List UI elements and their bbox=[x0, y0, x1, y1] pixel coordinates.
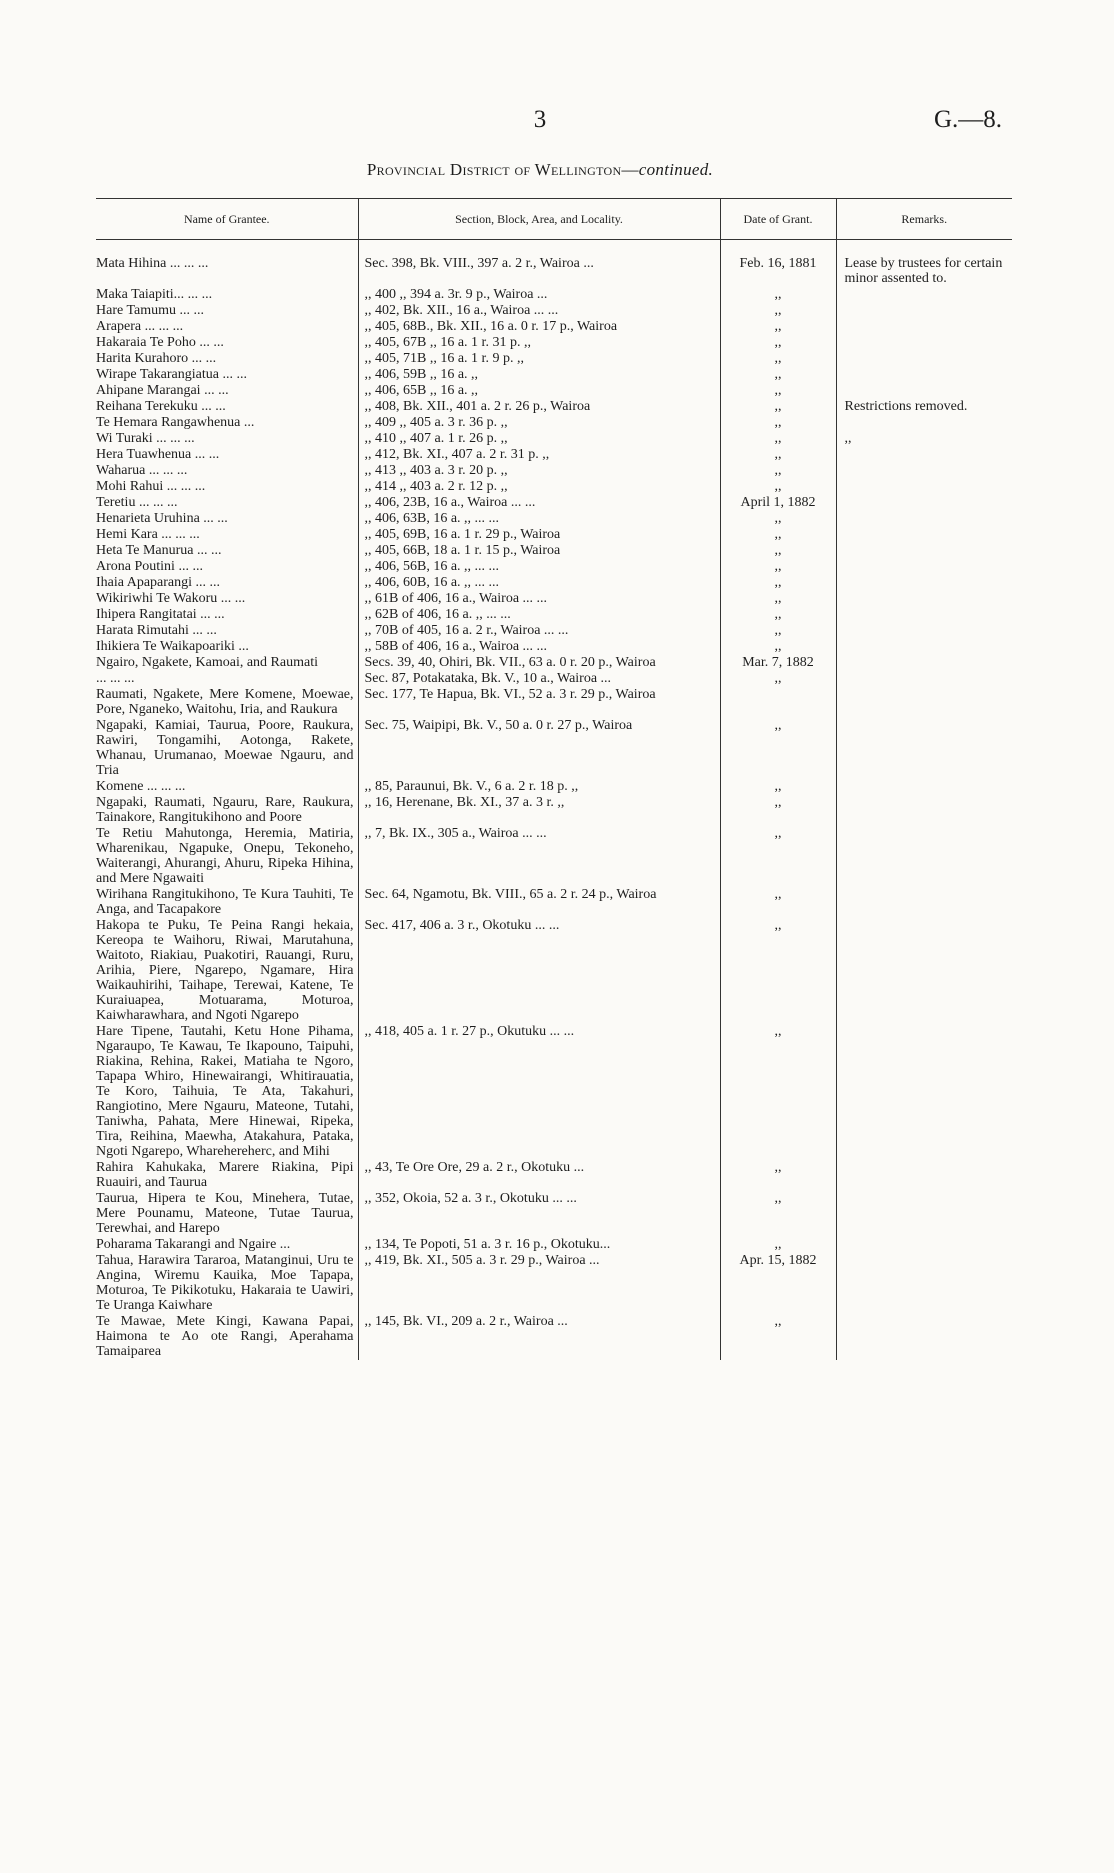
remarks-cell bbox=[836, 511, 1012, 527]
remarks-cell bbox=[836, 1314, 1012, 1360]
grantee-name: Hakopa te Puku, Te Peina Rangi hekaia, Kereopa te Waihoru, Riwai, Marutahuna, Waitoto, Riakiau, Puakotiri, Rauangi, Ruru, Arihia, Piere, Ngarepo, Ngamare, Hira Waikauhirihi, Taihape, Terewai, Katene, Te Kuraiuapea, Motuarama, Moturoa, Kaiwharawhara, and Ngoti Ngarepo bbox=[96, 918, 354, 1023]
grantee-name: Hakaraia Te Poho ... ... bbox=[96, 335, 224, 350]
remarks-cell bbox=[836, 367, 1012, 383]
grantee-name: Henarieta Uruhina ... ... bbox=[96, 511, 228, 526]
remarks-cell bbox=[836, 639, 1012, 655]
section-locality: ,, 405, 71B ,, 16 a. 1 r. 9 p. ,, bbox=[358, 351, 720, 367]
table-row bbox=[96, 671, 1012, 687]
section-locality: ,, 145, Bk. VI., 209 a. 2 r., Wairoa ... bbox=[358, 1314, 720, 1360]
section-locality: ,, 406, 65B ,, 16 a. ,, bbox=[358, 383, 720, 399]
section-locality: ,, 402, Bk. XII., 16 a., Wairoa ... ... bbox=[358, 303, 720, 319]
grantee-name: Poharama Takarangi and Ngaire ... bbox=[96, 1237, 291, 1252]
table-row bbox=[96, 319, 1012, 335]
table-row bbox=[96, 623, 1012, 639]
table-row bbox=[96, 431, 1012, 447]
table-row bbox=[96, 511, 1012, 527]
grantee-name: Hemi Kara ... ... ... bbox=[96, 527, 200, 542]
section-locality: ,, 408, Bk. XII., 401 a. 2 r. 26 p., Wairoa bbox=[358, 399, 720, 415]
table-row bbox=[96, 463, 1012, 479]
table-row bbox=[96, 240, 1012, 288]
column-header-section: Section, Block, Area, and Locality. bbox=[358, 199, 720, 240]
grantee-name: Taurua, Hipera te Kou, Minehera, Tutae, Mere Pounamu, Mateone, Tutae Taurua, Terewhai, and Harepo bbox=[96, 1191, 354, 1236]
grant-date: ,, bbox=[720, 351, 836, 367]
remarks-cell bbox=[836, 335, 1012, 351]
section-locality: ,, 70B of 405, 16 a. 2 r., Wairoa ... ... bbox=[358, 623, 720, 639]
table-header bbox=[96, 199, 1012, 240]
remarks-cell bbox=[836, 718, 1012, 779]
grantee-name: Tahua, Harawira Tararoa, Matanginui, Uru te Angina, Wiremu Kauika, Moe Tapapa, Moturoa, Te Pikikotuku, Hakaraia te Uawiri, Te Uranga Kaiwhare bbox=[96, 1253, 354, 1313]
section-locality: ,, 58B of 406, 16 a., Wairoa ... ... bbox=[358, 639, 720, 655]
remarks-cell bbox=[836, 383, 1012, 399]
remarks-cell bbox=[836, 623, 1012, 639]
grantee-name: Hera Tuawhenua ... ... bbox=[96, 447, 220, 462]
table-row bbox=[96, 655, 1012, 671]
table-row bbox=[96, 351, 1012, 367]
section-locality: ,, 406, 63B, 16 a. ,, ... ... bbox=[358, 511, 720, 527]
grantee-name: Arona Poutini ... ... bbox=[96, 559, 203, 574]
grantee-name: Mohi Rahui ... ... ... bbox=[96, 479, 206, 494]
table-row bbox=[96, 795, 1012, 826]
remarks-cell bbox=[836, 607, 1012, 623]
table-row bbox=[96, 447, 1012, 463]
table-row bbox=[96, 1253, 1012, 1314]
grantee-name: Te Retiu Mahutonga, Heremia, Matiria, Wharenikau, Ngapuke, Onepu, Tekoneho, Waiterangi, Ahurangi, Ahuru, Ripeka Hihina, and Mere Ngawaiti bbox=[96, 826, 354, 886]
remarks-cell bbox=[836, 1024, 1012, 1160]
grantee-name: Wirape Takarangiatua ... ... bbox=[96, 367, 247, 382]
grant-date: ,, bbox=[720, 399, 836, 415]
grant-date: ,, bbox=[720, 415, 836, 431]
grantee-name: Reihana Terekuku ... ... bbox=[96, 399, 226, 414]
section-locality: ,, 405, 67B ,, 16 a. 1 r. 31 p. ,, bbox=[358, 335, 720, 351]
grant-date: ,, bbox=[720, 431, 836, 447]
column-header-date: Date of Grant. bbox=[720, 199, 836, 240]
remarks-cell bbox=[836, 671, 1012, 687]
remarks-cell bbox=[836, 591, 1012, 607]
grantee-name: Ihipera Rangitatai ... ... bbox=[96, 607, 225, 622]
grantee-name: Ihaia Apaparangi ... ... bbox=[96, 575, 221, 590]
table-row bbox=[96, 287, 1012, 303]
grantee-name: Ahipane Marangai ... ... bbox=[96, 383, 229, 398]
section-locality: ,, 406, 23B, 16 a., Wairoa ... ... bbox=[358, 495, 720, 511]
grantee-name: Ihikiera Te Waikapoariki ... bbox=[96, 639, 249, 654]
grantee-name: Te Hemara Rangawhenua ... bbox=[96, 415, 255, 430]
grantee-name: Teretiu ... ... ... bbox=[96, 495, 178, 510]
grant-date: ,, bbox=[720, 367, 836, 383]
section-locality: ,, 85, Paraunui, Bk. V., 6 a. 2 r. 18 p. ,, bbox=[358, 779, 720, 795]
remarks-cell bbox=[836, 779, 1012, 795]
grant-date: ,, bbox=[720, 671, 836, 687]
grant-date: ,, bbox=[720, 447, 836, 463]
table-row bbox=[96, 335, 1012, 351]
page-number: 3 bbox=[533, 106, 547, 133]
section-locality: Secs. 39, 40, Ohiri, Bk. VII., 63 a. 0 r. 20 p., Wairoa bbox=[358, 655, 720, 671]
grant-date: ,, bbox=[720, 463, 836, 479]
grantee-name: Wirihana Rangitukihono, Te Kura Tauhiti, Te Anga, and Tacapakore bbox=[96, 887, 354, 917]
grantee-name: Maka Taiapiti... ... ... bbox=[96, 287, 213, 302]
grant-date: ,, bbox=[720, 1314, 836, 1360]
remarks-cell bbox=[836, 495, 1012, 511]
section-locality: ,, 414 ,, 403 a. 2 r. 12 p. ,, bbox=[358, 479, 720, 495]
grantee-name: Ngairo, Ngakete, Kamoai, and Raumati bbox=[96, 655, 318, 670]
grant-date: ,, bbox=[720, 1160, 836, 1191]
remarks-cell bbox=[836, 1253, 1012, 1314]
section-locality: ,, 405, 68B., Bk. XII., 16 a. 0 r. 17 p., Wairoa bbox=[358, 319, 720, 335]
grant-date: ,, bbox=[720, 779, 836, 795]
remarks-cell bbox=[836, 479, 1012, 495]
table-row bbox=[96, 559, 1012, 575]
grant-date: ,, bbox=[720, 639, 836, 655]
grant-date: ,, bbox=[720, 575, 836, 591]
grant-date: ,, bbox=[720, 918, 836, 1024]
grantee-name: Hare Tipene, Tautahi, Ketu Hone Pihama, Ngaraupo, Te Kawau, Te Ikapouno, Taipuhi, Riakina, Rehina, Rakei, Matiaha te Ngoro, Tapapa Whiro, Hinewairangi, Whitirauatia, Te Koro, Taihuia, Te Ata, Takahuri, Rangiotino, Mere Ngauru, Mateone, Tutahi, Taniwha, Pahata, Mere Hinewai, Ripeka, Tira, Reihina, Maewha, Atakahura, Pataka, Ngoti Ngarepo, Wharehereherc, and Mihi bbox=[96, 1024, 354, 1159]
table-row bbox=[96, 591, 1012, 607]
grantee-name: Wi Turaki ... ... ... bbox=[96, 431, 195, 446]
section-locality: ,, 413 ,, 403 a. 3 r. 20 p. ,, bbox=[358, 463, 720, 479]
grantee-name: Komene ... ... ... bbox=[96, 779, 186, 794]
grant-date: ,, bbox=[720, 887, 836, 918]
grantee-name: Te Mawae, Mete Kingi, Kawana Papai, Haimona te Ao ote Rangi, Aperahama Tamaiparea bbox=[96, 1314, 354, 1359]
table-row bbox=[96, 479, 1012, 495]
remarks-cell bbox=[836, 463, 1012, 479]
grant-date: ,, bbox=[720, 559, 836, 575]
grant-date: ,, bbox=[720, 543, 836, 559]
remarks-cell bbox=[836, 1237, 1012, 1253]
table-row bbox=[96, 1237, 1012, 1253]
grant-date: ,, bbox=[720, 718, 836, 779]
grant-date: ,, bbox=[720, 479, 836, 495]
section-locality: Sec. 398, Bk. VIII., 397 a. 2 r., Wairoa ... bbox=[358, 240, 720, 288]
table-row bbox=[96, 687, 1012, 718]
table-row bbox=[96, 918, 1012, 1024]
remarks-cell bbox=[836, 1191, 1012, 1237]
grant-date: ,, bbox=[720, 335, 836, 351]
grant-date: Feb. 16, 1881 bbox=[720, 240, 836, 288]
table-row bbox=[96, 543, 1012, 559]
section-locality: ,, 7, Bk. IX., 305 a., Wairoa ... ... bbox=[358, 826, 720, 887]
remarks-cell bbox=[836, 575, 1012, 591]
grant-date: Apr. 15, 1882 bbox=[720, 1253, 836, 1314]
page-heading: Provincial District of Wellington—continued. bbox=[366, 160, 714, 179]
remarks-cell: ,, bbox=[836, 431, 1012, 447]
grantee-name: Hare Tamumu ... ... bbox=[96, 303, 205, 318]
section-locality: ,, 43, Te Ore Ore, 29 a. 2 r., Okotuku ... bbox=[358, 1160, 720, 1191]
heading-continued: continued. bbox=[638, 160, 714, 179]
remarks-cell bbox=[836, 826, 1012, 887]
column-header-remarks: Remarks. bbox=[836, 199, 1012, 240]
remarks-cell bbox=[836, 795, 1012, 826]
remarks-cell bbox=[836, 918, 1012, 1024]
table-row bbox=[96, 367, 1012, 383]
grantee-name: Arapera ... ... ... bbox=[96, 319, 184, 334]
remarks-cell bbox=[836, 1160, 1012, 1191]
grant-date: ,, bbox=[720, 826, 836, 887]
grant-date: ,, bbox=[720, 1237, 836, 1253]
grantee-name: Wikiriwhi Te Wakoru ... ... bbox=[96, 591, 246, 606]
section-locality: Sec. 64, Ngamotu, Bk. VIII., 65 a. 2 r. 24 p., Wairoa bbox=[358, 887, 720, 918]
section-locality: ,, 406, 56B, 16 a. ,, ... ... bbox=[358, 559, 720, 575]
grant-date: ,, bbox=[720, 1024, 836, 1160]
grant-date: ,, bbox=[720, 591, 836, 607]
grantee-name: Ngapaki, Raumati, Ngauru, Rare, Raukura, Tainakore, Rangitukihono and Poore bbox=[96, 795, 354, 825]
table-row bbox=[96, 718, 1012, 779]
table-row bbox=[96, 1314, 1012, 1360]
grantee-name: Raumati, Ngakete, Mere Komene, Moewae, Pore, Nganeko, Waitohu, Iria, and Raukura bbox=[96, 687, 354, 717]
table-row bbox=[96, 639, 1012, 655]
section-locality: ,, 406, 60B, 16 a. ,, ... ... bbox=[358, 575, 720, 591]
remarks-cell bbox=[836, 527, 1012, 543]
column-header-grantee: Name of Grantee. bbox=[96, 199, 358, 240]
section-locality: ,, 352, Okoia, 52 a. 3 r., Okotuku ... ... bbox=[358, 1191, 720, 1237]
grantee-name: Heta Te Manurua ... ... bbox=[96, 543, 222, 558]
section-locality: ,, 405, 69B, 16 a. 1 r. 29 p., Wairoa bbox=[358, 527, 720, 543]
remarks-cell bbox=[836, 887, 1012, 918]
section-locality: ,, 418, 405 a. 1 r. 27 p., Okutuku ... ... bbox=[358, 1024, 720, 1160]
table-row bbox=[96, 399, 1012, 415]
section-locality: ,, 62B of 406, 16 a. ,, ... ... bbox=[358, 607, 720, 623]
grant-date: ,, bbox=[720, 319, 836, 335]
remarks-cell bbox=[836, 655, 1012, 671]
section-locality: ,, 406, 59B ,, 16 a. ,, bbox=[358, 367, 720, 383]
section-locality: ,, 400 ,, 394 a. 3r. 9 p., Wairoa ... bbox=[358, 287, 720, 303]
remarks-cell: Lease by trustees for certain minor assented to. bbox=[836, 240, 1012, 288]
section-locality: ,, 134, Te Popoti, 51 a. 3 r. 16 p., Okotuku... bbox=[358, 1237, 720, 1253]
table-row bbox=[96, 607, 1012, 623]
remarks-cell bbox=[836, 287, 1012, 303]
grant-date: ,, bbox=[720, 511, 836, 527]
document-reference: G.—8. bbox=[933, 106, 1002, 133]
table-row bbox=[96, 303, 1012, 319]
remarks-cell bbox=[836, 319, 1012, 335]
grant-date: ,, bbox=[720, 287, 836, 303]
grantee-name: ... ... ... bbox=[96, 671, 135, 686]
grant-date: ,, bbox=[720, 607, 836, 623]
grant-date: ,, bbox=[720, 1191, 836, 1237]
table-row bbox=[96, 415, 1012, 431]
grant-date: April 1, 1882 bbox=[720, 495, 836, 511]
remarks-cell: Restrictions removed. bbox=[836, 399, 1012, 415]
section-locality: ,, 409 ,, 405 a. 3 r. 36 p. ,, bbox=[358, 415, 720, 431]
section-locality: Sec. 417, 406 a. 3 r., Okotuku ... ... bbox=[358, 918, 720, 1024]
grant-date: ,, bbox=[720, 303, 836, 319]
section-locality: Sec. 87, Potakataka, Bk. V., 10 a., Wairoa ... bbox=[358, 671, 720, 687]
remarks-cell bbox=[836, 559, 1012, 575]
grant-date: ,, bbox=[720, 527, 836, 543]
remarks-cell bbox=[836, 303, 1012, 319]
table-row bbox=[96, 527, 1012, 543]
section-locality: ,, 419, Bk. XI., 505 a. 3 r. 29 p., Wairoa ... bbox=[358, 1253, 720, 1314]
grant-date: ,, bbox=[720, 623, 836, 639]
grant-date: Mar. 7, 1882 bbox=[720, 655, 836, 671]
remarks-cell bbox=[836, 415, 1012, 431]
grant-date bbox=[720, 687, 836, 718]
grantee-name: Ngapaki, Kamiai, Taurua, Poore, Raukura, Rawiri, Tongamihi, Aotonga, Rakete, Whanau, Urumanao, Moewae Ngauru, and Tria bbox=[96, 718, 354, 778]
grants-table bbox=[96, 198, 1012, 1360]
section-locality: ,, 16, Herenane, Bk. XI., 37 a. 3 r. ,, bbox=[358, 795, 720, 826]
table-row bbox=[96, 575, 1012, 591]
remarks-cell bbox=[836, 687, 1012, 718]
grantee-name: Waharua ... ... ... bbox=[96, 463, 188, 478]
remarks-cell bbox=[836, 351, 1012, 367]
section-locality: Sec. 75, Waipipi, Bk. V., 50 a. 0 r. 27 p., Wairoa bbox=[358, 718, 720, 779]
section-locality: ,, 410 ,, 407 a. 1 r. 26 p. ,, bbox=[358, 431, 720, 447]
section-locality: Sec. 177, Te Hapua, Bk. VI., 52 a. 3 r. 29 p., Wairoa bbox=[358, 687, 720, 718]
grantee-name: Harata Rimutahi ... ... bbox=[96, 623, 217, 638]
table-row bbox=[96, 1160, 1012, 1191]
remarks-cell bbox=[836, 447, 1012, 463]
section-locality: ,, 61B of 406, 16 a., Wairoa ... ... bbox=[358, 591, 720, 607]
grantee-name: Rahira Kahukaka, Marere Riakina, Pipi Ruauiri, and Taurua bbox=[96, 1160, 354, 1190]
table-row bbox=[96, 383, 1012, 399]
heading-title: Provincial District of Wellington bbox=[366, 160, 622, 179]
remarks-cell bbox=[836, 543, 1012, 559]
section-locality: ,, 412, Bk. XI., 407 a. 2 r. 31 p. ,, bbox=[358, 447, 720, 463]
grant-date: ,, bbox=[720, 795, 836, 826]
grantee-name: Harita Kurahoro ... ... bbox=[96, 351, 217, 366]
grantee-name: Mata Hihina ... ... ... bbox=[96, 256, 209, 271]
table-row bbox=[96, 1191, 1012, 1237]
table-row bbox=[96, 887, 1012, 918]
grant-date: ,, bbox=[720, 383, 836, 399]
table-body bbox=[96, 240, 1012, 1361]
table-row bbox=[96, 1024, 1012, 1160]
table-row bbox=[96, 495, 1012, 511]
table-row bbox=[96, 826, 1012, 887]
table-row bbox=[96, 779, 1012, 795]
section-locality: ,, 405, 66B, 18 a. 1 r. 15 p., Wairoa bbox=[358, 543, 720, 559]
